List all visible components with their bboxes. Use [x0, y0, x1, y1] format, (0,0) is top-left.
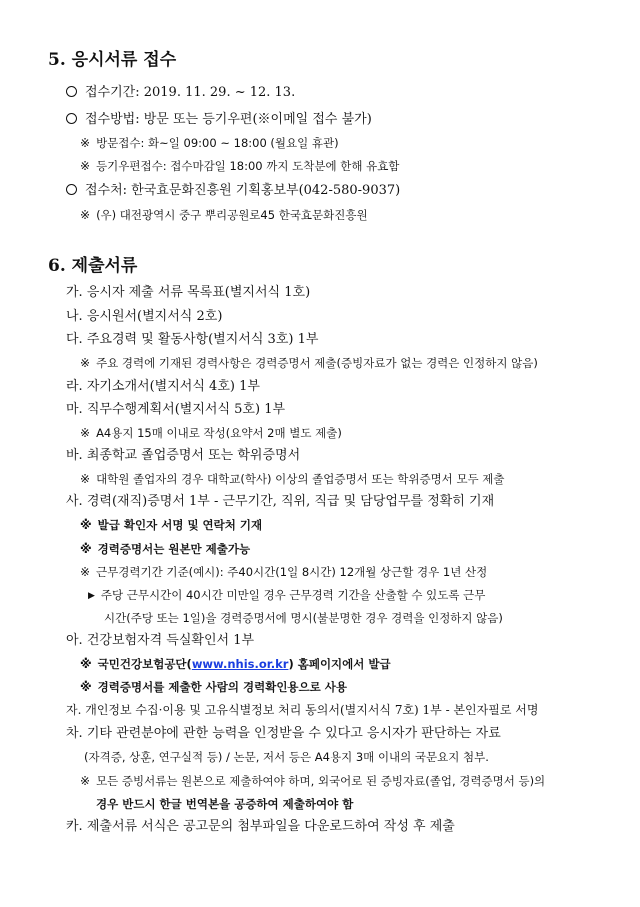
- ma-note-text: A4용지 15매 이내로 작성(요약서 2매 별도 제출): [96, 426, 342, 440]
- hollow-circle-bullet-icon: [66, 184, 77, 195]
- reference-mark-icon: ※: [80, 426, 91, 440]
- place-item: [66, 182, 400, 200]
- item-ma: 마. 직무수행계획서(별지서식 5호) 1부: [66, 402, 286, 417]
- sa-sub-1-text: 주당 근무시간이 40시간 미만일 경우 근무경력 기간을 산출할 수 있도록 근무: [100, 588, 486, 602]
- section-6-title: 6. 제출서류: [48, 256, 138, 276]
- period-text: 접수기간: 2019. 11. 29. ~ 12. 13.: [85, 85, 296, 100]
- sa-note-2-text: 경력증명서는 원본만 제출가능: [97, 542, 251, 556]
- ba-note-text: 대학원 졸업자의 경우 대학교(학사) 이상의 졸업증명서 또는 학위증명서 모두 제출: [96, 472, 505, 486]
- sa-note-1-text: 발급 확인자 서명 및 연락처 기재: [97, 518, 263, 532]
- reference-mark-icon: ※: [80, 657, 92, 671]
- item-a: 아. 건강보험자격 득실확인서 1부: [66, 633, 255, 648]
- method-item: [66, 111, 372, 129]
- reference-mark-icon: ※: [80, 159, 91, 173]
- item-sa: 사. 경력(재직)증명서 1부 - 근무기간, 직위, 직급 및 담당업무를 정확히 기재: [66, 494, 495, 509]
- item-ga: 가. 응시자 제출 서류 목록표(별지서식 1호): [66, 285, 311, 300]
- sa-note-3: [80, 563, 487, 581]
- period-item: [66, 84, 295, 102]
- ma-note: [80, 424, 342, 442]
- sa-note-3-text: 근무경력기간 기준(예시): 주40시간(1일 8시간) 12개월 상근할 경우 1년 산정: [96, 565, 488, 579]
- hollow-circle-bullet-icon: [66, 113, 77, 124]
- cha-note-1: [80, 772, 545, 790]
- visit-note: [80, 134, 339, 152]
- item-ka: 카. 제출서류 서식은 공고문의 첨부파일을 다운로드하여 작성 후 제출: [66, 819, 455, 834]
- address-note: [80, 206, 368, 224]
- method-text: 접수방법: 방문 또는 등기우편(※이메일 접수 불가): [85, 112, 372, 127]
- sa-note-1: [80, 516, 262, 534]
- a-note-1-pre: 국민건강보험공단(: [97, 657, 192, 671]
- reference-mark-icon: ※: [80, 518, 92, 532]
- cha-note-2: 경우 반드시 한글 번역본을 공증하여 제출하여야 함: [96, 797, 354, 811]
- reference-mark-icon: ※: [80, 356, 91, 370]
- a-note-2-text: 경력증명서를 제출한 사람의 경력확인용으로 사용: [97, 680, 347, 694]
- item-cha-1: 차. 기타 관련분야에 관한 능력을 인정받을 수 있다고 응시자가 판단하는 자료: [66, 726, 501, 741]
- reference-mark-icon: ※: [80, 542, 92, 556]
- section-5-title: 5. 응시서류 접수: [48, 50, 177, 70]
- reference-mark-icon: ※: [80, 565, 91, 579]
- place-text: 접수처: 한국효문화진흥원 기획홍보부(042-580-9037): [85, 183, 401, 198]
- item-ra: 라. 자기소개서(별지서식 4호) 1부: [66, 379, 260, 394]
- item-na: 나. 응시원서(별지서식 2호): [66, 309, 223, 324]
- a-note-2: [80, 678, 347, 696]
- ba-note: [80, 470, 505, 488]
- reference-mark-icon: ※: [80, 680, 92, 694]
- da-note-text: 주요 경력에 기재된 경력사항은 경력증명서 제출(증빙자료가 없는 경력은 인정하지 않음): [96, 356, 538, 370]
- item-ba: 바. 최종학교 졸업증명서 또는 학위증명서: [66, 448, 301, 463]
- hollow-circle-bullet-icon: [66, 86, 77, 97]
- sa-sub-1: [88, 586, 485, 605]
- nhis-link[interactable]: www.nhis.or.kr: [191, 657, 289, 671]
- address-note-text: (우) 대전광역시 중구 뿌리공원로45 한국효문화진흥원: [96, 208, 368, 222]
- da-note: [80, 354, 538, 372]
- reference-mark-icon: ※: [80, 472, 91, 486]
- visit-note-text: 방문접수: 화~일 09:00 ~ 18:00 (월요일 휴관): [96, 136, 339, 150]
- reference-mark-icon: ※: [80, 208, 91, 222]
- reference-mark-icon: ※: [80, 774, 91, 788]
- mail-note: [80, 157, 399, 175]
- item-ja: 자. 개인정보 수집·이용 및 고유식별정보 처리 동의서(별지서식 7호) 1부 - 본인자필로 서명: [66, 703, 539, 717]
- a-note-1-post: ) 홈페이지에서 발급: [288, 657, 391, 671]
- sa-note-2: [80, 540, 250, 558]
- mail-note-text: 등기우편접수: 접수마감일 18:00 까지 도착분에 한해 유효함: [96, 159, 400, 173]
- right-triangle-icon: ▶: [88, 591, 95, 601]
- a-note-1: [80, 655, 391, 673]
- sa-sub-2: 시간(주당 또는 1일)을 경력증명서에 명시(불분명한 경우 경력을 인정하지 않음): [104, 611, 503, 625]
- item-da: 다. 주요경력 및 활동사항(별지서식 3호) 1부: [66, 332, 319, 347]
- reference-mark-icon: ※: [80, 136, 91, 150]
- item-cha-2: (자격증, 상훈, 연구실적 등) / 논문, 저서 등은 A4용지 3매 이내의 국문요지 첨부.: [84, 750, 489, 764]
- cha-note-1-text: 모든 증빙서류는 원본으로 제출하여야 하며, 외국어로 된 증빙자료(졸업, 경력증명서 등)의: [96, 774, 546, 788]
